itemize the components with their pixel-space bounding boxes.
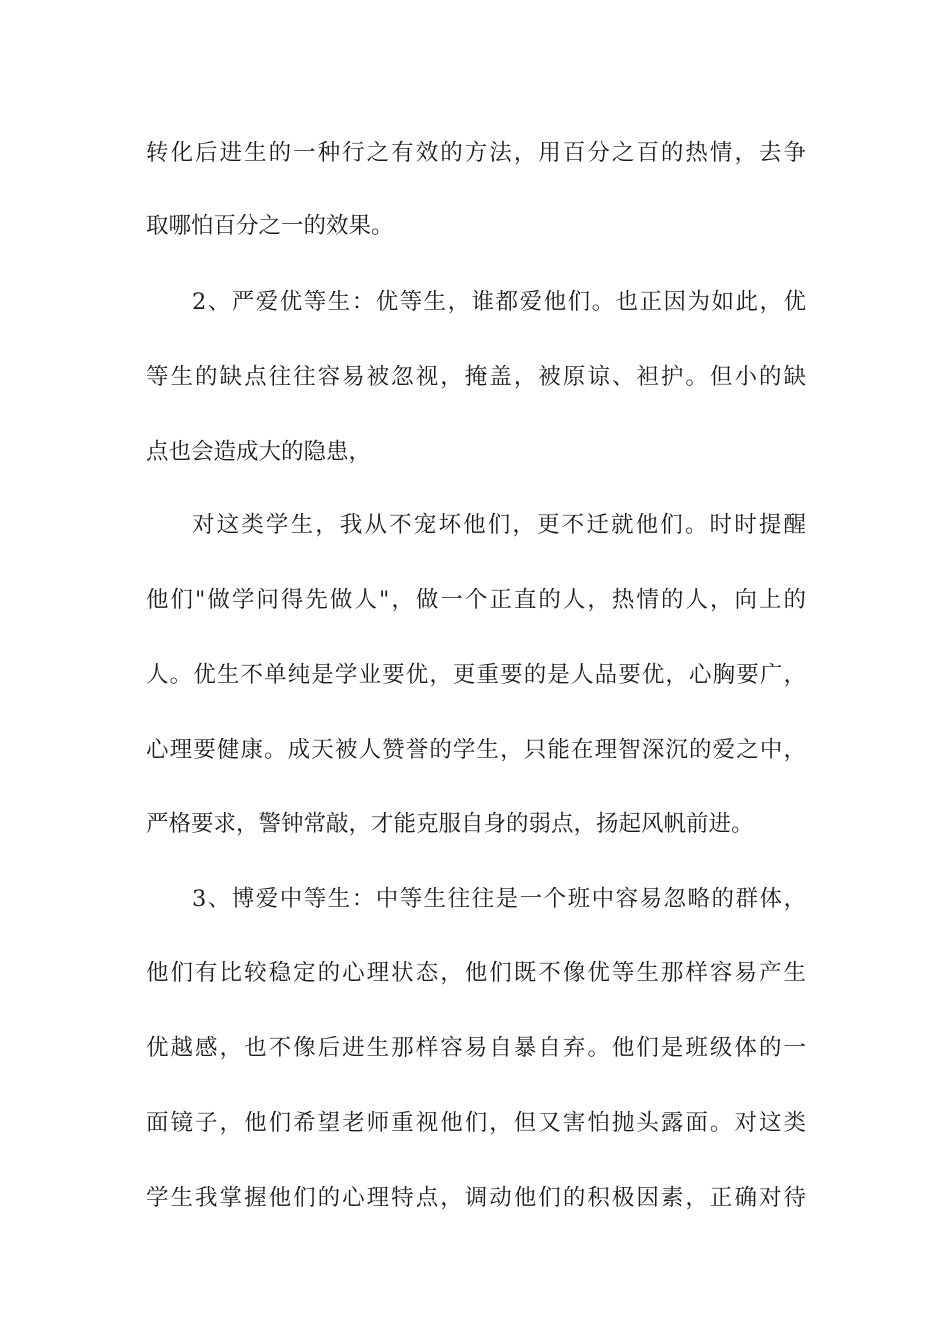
text-line: 3、博爱中等生：中等生往往是一个班中容易忽略的群体，	[192, 886, 806, 912]
text-line: 取哪怕百分之一的效果。	[146, 213, 394, 239]
text-line: 他们"做学问得先做人"，做一个正直的人，热情的人，向上的	[146, 587, 806, 613]
text-line: 对这类学生，我从不宠坏他们，更不迁就他们。时时提醒	[192, 512, 806, 538]
text-line: 面镜子，他们希望老师重视他们，但又害怕抛头露面。对这类	[146, 1110, 806, 1136]
text-line: 优越感，也不像后进生那样容易自暴自弃。他们是班级体的一	[146, 1035, 806, 1061]
text-line: 点也会造成大的隐患，	[146, 439, 372, 465]
text-line: 严格要求，警钟常敲，才能克服自身的弱点，扬起风帆前进。	[146, 811, 754, 837]
text-line: 学生我掌握他们的心理特点，调动他们的积极因素，正确对待	[146, 1185, 806, 1211]
text-line: 等生的缺点往往容易被忽视，掩盖，被原谅、袒护。但小的缺	[146, 364, 806, 390]
text-line: 心理要健康。成天被人赞誉的学生，只能在理智深沉的爱之中，	[146, 737, 806, 763]
text-line: 转化后进生的一种行之有效的方法，用百分之百的热情，去争	[146, 140, 806, 166]
text-line: 2、严爱优等生：优等生，谁都爱他们。也正因为如此，优	[192, 289, 806, 315]
text-line: 他们有比较稳定的心理状态，他们既不像优等生那样容易产生	[146, 960, 806, 986]
text-line: 人。优生不单纯是学业要优，更重要的是人品要优，心胸要广，	[146, 662, 806, 688]
